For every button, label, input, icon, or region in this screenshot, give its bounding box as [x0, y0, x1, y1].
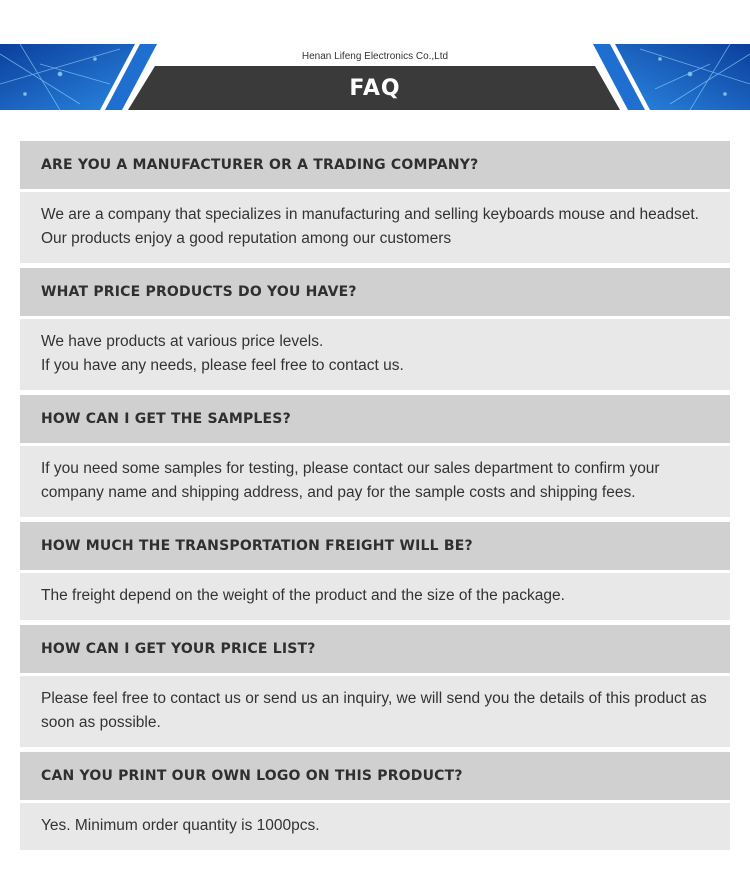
faq-answer: [20, 573, 730, 620]
faq-answer-text: If you have any needs, please feel free to contact us.: [41, 357, 404, 374]
faq-item: [20, 522, 730, 620]
page-title: FAQ: [349, 76, 401, 101]
faq-list: [20, 141, 730, 855]
faq-answer: [20, 192, 730, 263]
faq-question: HOW MUCH THE TRANSPORTATION FREIGHT WILL BE?: [20, 522, 730, 570]
faq-item: [20, 141, 730, 263]
faq-question: HOW CAN I GET YOUR PRICE LIST?: [20, 625, 730, 673]
faq-item: [20, 395, 730, 517]
faq-question: ARE YOU A MANUFACTURER OR A TRADING COMPANY?: [20, 141, 730, 189]
faq-answer: [20, 446, 730, 517]
company-name: Henan Lifeng Electronics Co.,Ltd: [301, 51, 449, 62]
faq-answer-text: We are a company that specializes in manufacturing and selling keyboards mouse and headset. Our products enjoy a good reputation among our customers: [41, 206, 699, 247]
faq-answer-text: If you need some samples for testing, please contact our sales department to confirm your company name and shipping address, and pay for the sample costs and shipping fees.: [41, 460, 660, 501]
faq-answer-text: We have products at various price levels.: [41, 333, 324, 350]
faq-question: CAN YOU PRINT OUR OWN LOGO ON THIS PRODUCT?: [20, 752, 730, 800]
faq-answer: [20, 803, 730, 850]
faq-question: HOW CAN I GET THE SAMPLES?: [20, 395, 730, 443]
faq-answer-text: Please feel free to contact us or send us an inquiry, we will send you the details of this product as soon as possible.: [41, 690, 707, 731]
faq-answer: [20, 676, 730, 747]
faq-answer: [20, 319, 730, 390]
faq-answer-text: The freight depend on the weight of the product and the size of the package.: [41, 587, 565, 604]
faq-item: [20, 625, 730, 747]
faq-answer-text: Yes. Minimum order quantity is 1000pcs.: [41, 817, 320, 834]
faq-question: WHAT PRICE PRODUCTS DO YOU HAVE?: [20, 268, 730, 316]
faq-item: [20, 268, 730, 390]
faq-item: [20, 752, 730, 850]
